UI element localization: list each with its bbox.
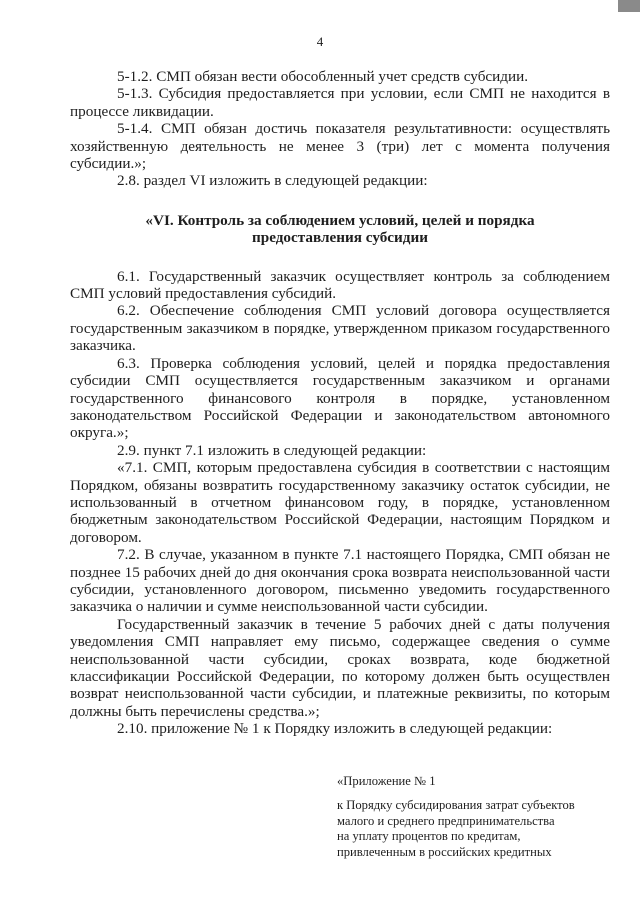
appendix-line: к Порядку субсидирования затрат субъектов: [337, 798, 575, 813]
paragraph-5-1-4: 5-1.4. СМП обязан достичь показателя результативности: осуществлять хозяйственную деятельность не менее 3 (три) лет с момента получения субсидии.»;: [70, 120, 610, 173]
paragraph-2-9: 2.9. пункт 7.1 изложить в следующей редакции:: [117, 441, 427, 459]
paragraph-notification: Государственный заказчик в течение 5 рабочих дней с даты получения уведомления СМП направляет ему письмо, содержащее сведения о сумме неиспользованной части субсидии, сроках возврата, коде бюджетной классификации Российской Федерации, по которому должен быть осуществлен возврат неиспользованной части субсидии, и платежные реквизиты, по которым должны быть перечислены средства.»;: [70, 615, 610, 720]
appendix-block: [337, 774, 607, 860]
paragraph-5-1-2: 5-1.2. СМП обязан вести обособленный учет средств субсидии.: [117, 68, 529, 85]
paragraph-7-2: 7.2. В случае, указанном в пункте 7.1 настоящего Порядка, СМП обязан не позднее 15 рабочих дней до дня окончания срока возврата неиспользованной части субсидии, установленного договором, письменно уведомить государственного заказчика о наличии и сумме неиспользованной части субсидии.: [70, 546, 610, 616]
paragraph-2-8: 2.8. раздел VI изложить в следующей редакции:: [117, 172, 428, 190]
paragraph-6-3: 6.3. Проверка соблюдения условий, целей и порядка предоставления субсидии СМП осуществляется государственным заказчиком и органами государственного финансового контроля в порядке, установленном законодательством Российской Федерации и законодательством автономного округа.»;: [70, 354, 610, 442]
paragraph-2-10: 2.10. приложение № 1 к Порядку изложить в следующей редакции:: [117, 720, 553, 738]
paragraph-6-1: 6.1. Государственный заказчик осуществляет контроль за соблюдением СМП условий предоставления субсидий.: [70, 267, 610, 303]
paragraph-5-1-3: 5-1.3. Субсидия предоставляется при условии, если СМП не находится в процессе ликвидации.: [70, 85, 610, 120]
section-heading-line-2: предоставления субсидии: [252, 229, 428, 247]
paragraph-6-2: 6.2. Обеспечение соблюдения СМП условий договора осуществляется государственным заказчиком в порядке, утвержденном приказом государственного заказчика.: [70, 302, 610, 355]
appendix-line: малого и среднего предпринимательства: [337, 813, 555, 828]
scan-corner-mark: [618, 0, 640, 12]
section-heading: [70, 212, 610, 247]
appendix-title: «Приложение № 1: [337, 774, 436, 788]
page-number: 4: [316, 34, 324, 49]
section-heading-line-1: «VI. Контроль за соблюдением условий, целей и порядка: [145, 211, 535, 229]
document-body: [70, 68, 610, 738]
appendix-line: привлеченным в российских кредитных: [337, 844, 552, 859]
appendix-line: на уплату процентов по кредитам,: [337, 829, 521, 844]
paragraph-7-1: «7.1. СМП, которым предоставлена субсидия в соответствии с настоящим Порядком, обязаны возвратить государственному заказчику остаток субсидии, не использованный в отчетном финансовом году, в порядке, установленном бюджетным законодательством Российской Федерации, настоящим Порядком и договором.: [70, 459, 610, 546]
